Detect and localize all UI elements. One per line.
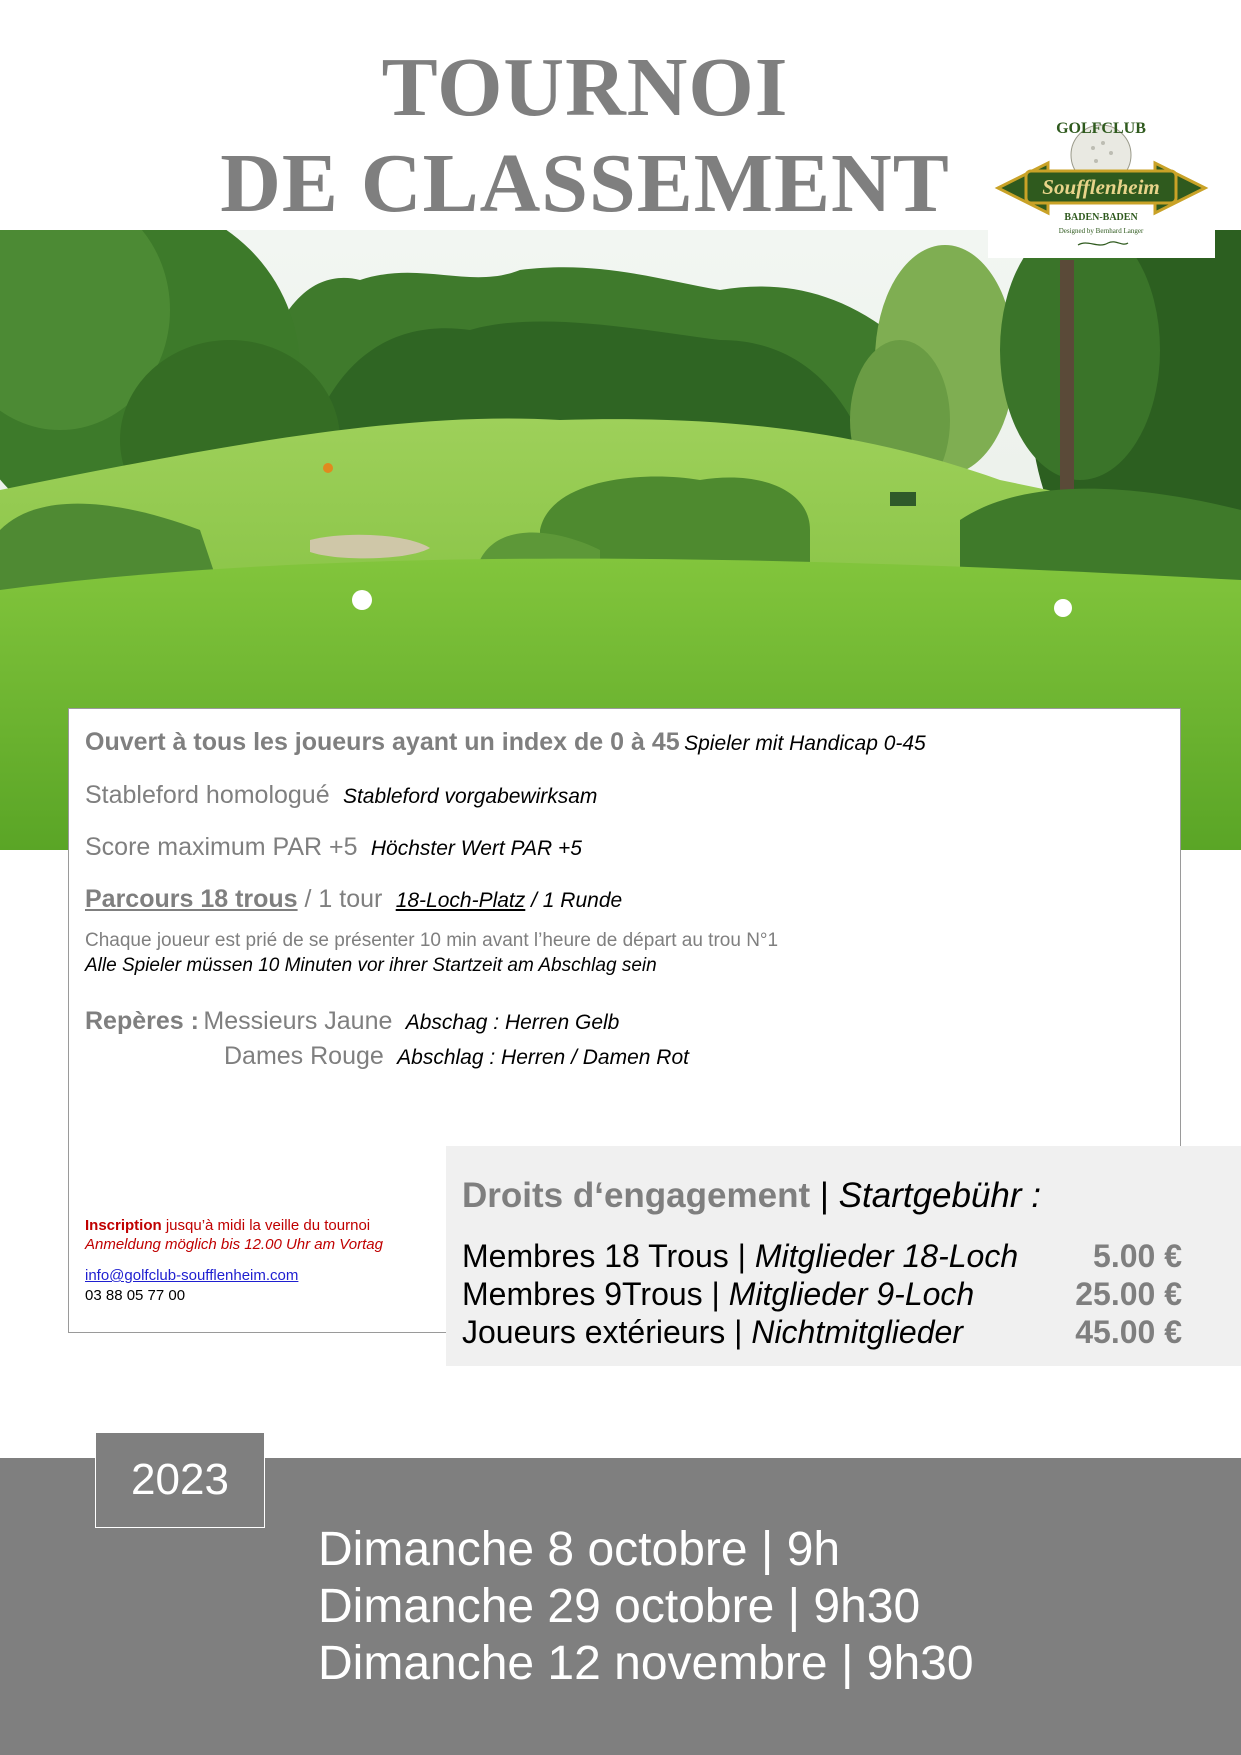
fees-box [446, 1146, 1241, 1366]
info-tees-women: Dames Rouge Abschlag : Herren / Damen Rot [224, 1042, 689, 1070]
fee-price: 5.00 € [1093, 1238, 1182, 1274]
logo-signature [1078, 242, 1128, 245]
registration-line-fr: Inscription jusqu’à midi la veille du tournoi [85, 1217, 371, 1234]
info-score: Score maximum PAR +5 Höchster Wert PAR +5 [85, 833, 582, 861]
title-line-2: DE CLASSEMENT [220, 137, 950, 230]
info-course: Parcours 18 trous / 1 tour 18-Loch-Platz / 1 Runde [85, 885, 623, 913]
logo-club: Soufflenheim [1042, 175, 1160, 199]
year-badge: 2023 [95, 1432, 265, 1528]
info-open: Ouvert à tous les joueurs ayant un index de 0 à 45 Spieler mit Handicap 0-45 [85, 728, 926, 756]
info-start-fr: Chaque joueur est prié de se présenter 10 min avant l’heure de départ au trou N°1 [85, 930, 779, 951]
fee-row: Membres 18 Trous | Mitglieder 18-Loch 5.00 € [462, 1238, 1182, 1274]
date-line-2: Dimanche 29 octobre | 9h30 [318, 1580, 921, 1633]
logo-location: BADEN-BADEN [1064, 212, 1138, 223]
fee-price: 25.00 € [1075, 1276, 1182, 1312]
info-stableford: Stableford homologué Stableford vorgabewirksam [85, 781, 598, 809]
fee-row: Membres 9Trous | Mitglieder 9-Loch 25.00 € [462, 1276, 1182, 1312]
date-line-3: Dimanche 12 novembre | 9h30 [318, 1637, 974, 1690]
registration-email-link[interactable]: info@golfclub-soufflenheim.com [85, 1267, 299, 1284]
registration-phone: 03 88 05 77 00 [85, 1287, 186, 1304]
date-line-1: Dimanche 8 octobre | 9h [318, 1523, 841, 1576]
registration-line-de: Anmeldung möglich bis 12.00 Uhr am Vortag [85, 1236, 383, 1253]
title-line-1: TOURNOI [381, 41, 789, 134]
golfclub-logo [988, 93, 1215, 258]
fees-title: Droits d‘engagement | Startgebühr : [462, 1176, 1041, 1215]
fee-price: 45.00 € [1075, 1314, 1182, 1350]
logo-designed-by: Designed by Bernhard Langer [1058, 227, 1144, 235]
fee-row: Joueurs extérieurs | Nichtmitglieder 45.00 € [462, 1314, 1182, 1350]
logo-name: GOLFCLUB [1056, 120, 1146, 137]
info-tees-men: Repères : Messieurs Jaune Abschag : Herren Gelb [85, 1007, 620, 1035]
info-start-de: Alle Spieler müssen 10 Minuten vor ihrer Startzeit am Abschlag sein [85, 955, 657, 976]
